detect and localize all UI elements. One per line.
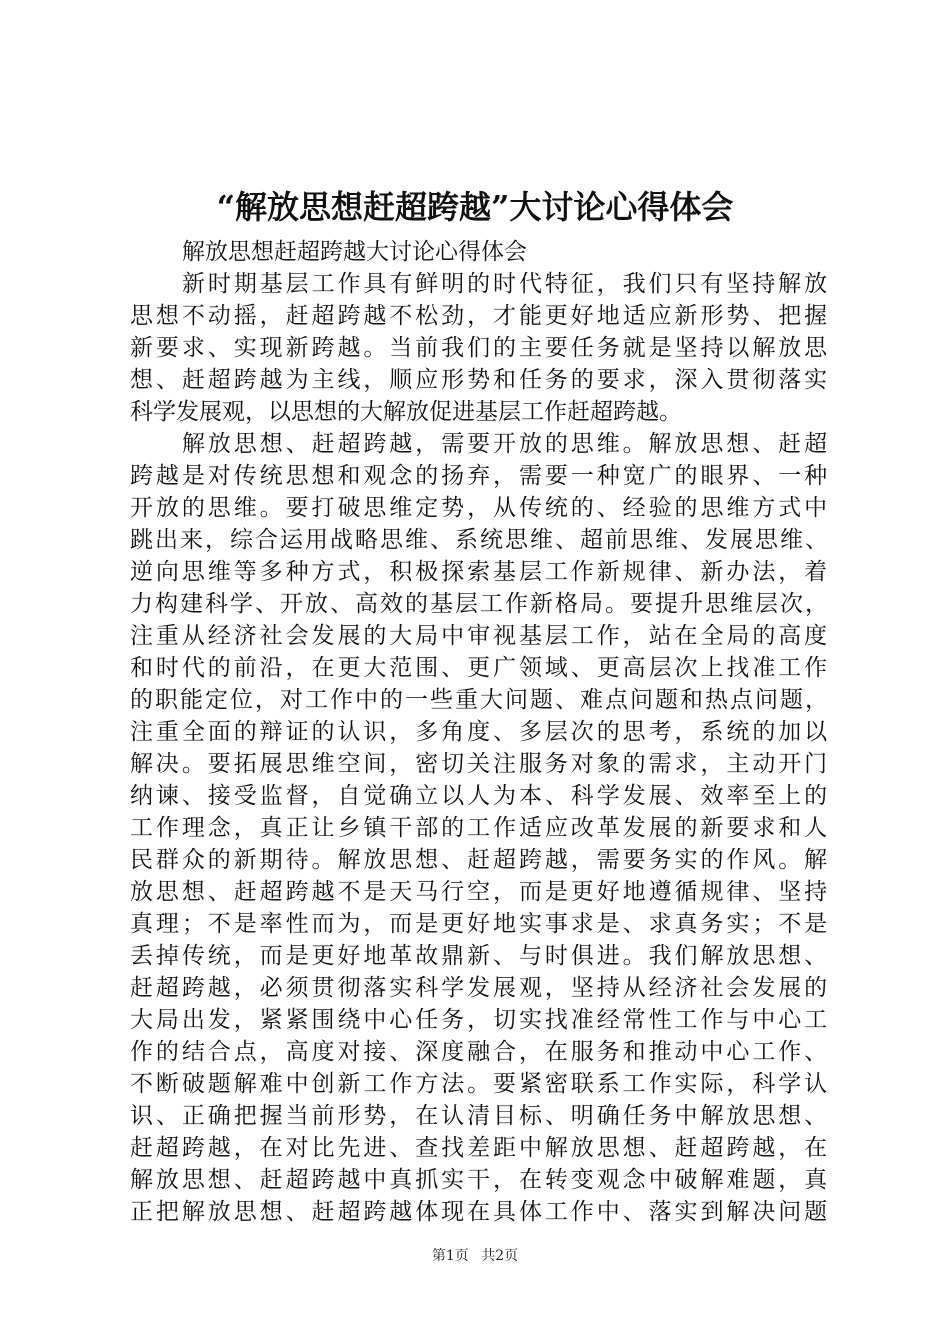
page-number-total: 共2页 (481, 1248, 519, 1264)
body-line: 新时期基层工作具有鲜明的时代特征，我们只有坚持解放 (182, 271, 830, 297)
body-line: 的职能定位，对工作中的一些重大问题、难点问题和热点问题， (130, 687, 830, 713)
body-line: 放思想、赶超跨越不是天马行空，而是更好地遵循规律、坚持 (130, 879, 830, 905)
body-line: 解决。要拓展思维空间，密切关注服务对象的需求，主动开门 (130, 751, 830, 777)
body-line: 纳谏、接受监督，自觉确立以人为本、科学发展、效率至上的 (130, 783, 830, 809)
body-line: 解放思想赶超跨越大讨论心得体会 (182, 239, 527, 265)
body-line: 丢掉传统，而是更好地革故鼎新、与时俱进。我们解放思想、 (130, 943, 830, 969)
body-line: 民群众的新期待。解放思想、赶超跨越，需要务实的作风。解 (130, 847, 830, 873)
body-line: 和时代的前沿，在更大范围、更广领域、更高层次上找准工作 (130, 655, 830, 681)
body-line: 力构建科学、开放、高效的基层工作新格局。要提升思维层次， (130, 591, 830, 617)
body-line: 真理；不是率性而为，而是更好地实事求是、求真务实；不是 (130, 911, 830, 937)
body-line: 逆向思维等多种方式，积极探索基层工作新规律、新办法，着 (130, 559, 830, 585)
body-line: 大局出发，紧紧围绕中心任务，切实找准经常性工作与中心工 (130, 1007, 830, 1033)
body-line: 赶超跨越，必须贯彻落实科学发展观，坚持从经济社会发展的 (130, 975, 830, 1001)
body-line: 开放的思维。要打破思维定势，从传统的、经验的思维方式中 (130, 495, 830, 521)
body-line: 跨越是对传统思想和观念的扬弃，需要一种宽广的眼界、一种 (130, 463, 830, 489)
body-line: 解放思想、赶超跨越中真抓实干，在转变观念中破解难题，真 (130, 1167, 830, 1193)
document-body (130, 236, 830, 1228)
document-title: “解放思想赶超跨越”大讨论心得体会 (216, 188, 734, 226)
body-line: 识、正确把握当前形势，在认清目标、明确任务中解放思想、 (130, 1103, 830, 1129)
body-line: 想、赶超跨越为主线，顺应形势和任务的要求，深入贯彻落实 (130, 367, 830, 393)
body-line: 注重全面的辩证的认识，多角度、多层次的思考，系统的加以 (130, 719, 830, 745)
body-line: 作的结合点，高度对接、深度融合，在服务和推动中心工作、 (130, 1039, 830, 1065)
body-line: 不断破题解难中创新工作方法。要紧密联系工作实际，科学认 (130, 1071, 830, 1097)
body-line: 思想不动摇，赶超跨越不松劲，才能更好地适应新形势、把握 (130, 303, 830, 329)
body-line: 新要求、实现新跨越。当前我们的主要任务就是坚持以解放思 (130, 335, 830, 361)
body-line: 赶超跨越，在对比先进、查找差距中解放思想、赶超跨越，在 (130, 1135, 830, 1161)
page-footer (0, 1246, 950, 1266)
body-line: 解放思想、赶超跨越，需要开放的思维。解放思想、赶超 (182, 431, 830, 457)
body-line: 跳出来，综合运用战略思维、系统思维、超前思维、发展思维、 (130, 527, 830, 553)
body-line: 科学发展观，以思想的大解放促进基层工作赶超跨越。 (130, 399, 682, 425)
body-line: 正把解放思想、赶超跨越体现在具体工作中、落实到解决问题 (130, 1199, 830, 1225)
body-line: 注重从经济社会发展的大局中审视基层工作，站在全局的高度 (130, 623, 830, 649)
page-number-current: 第1页 (431, 1248, 469, 1264)
body-line: 工作理念，真正让乡镇干部的工作适应改革发展的新要求和人 (130, 815, 830, 841)
